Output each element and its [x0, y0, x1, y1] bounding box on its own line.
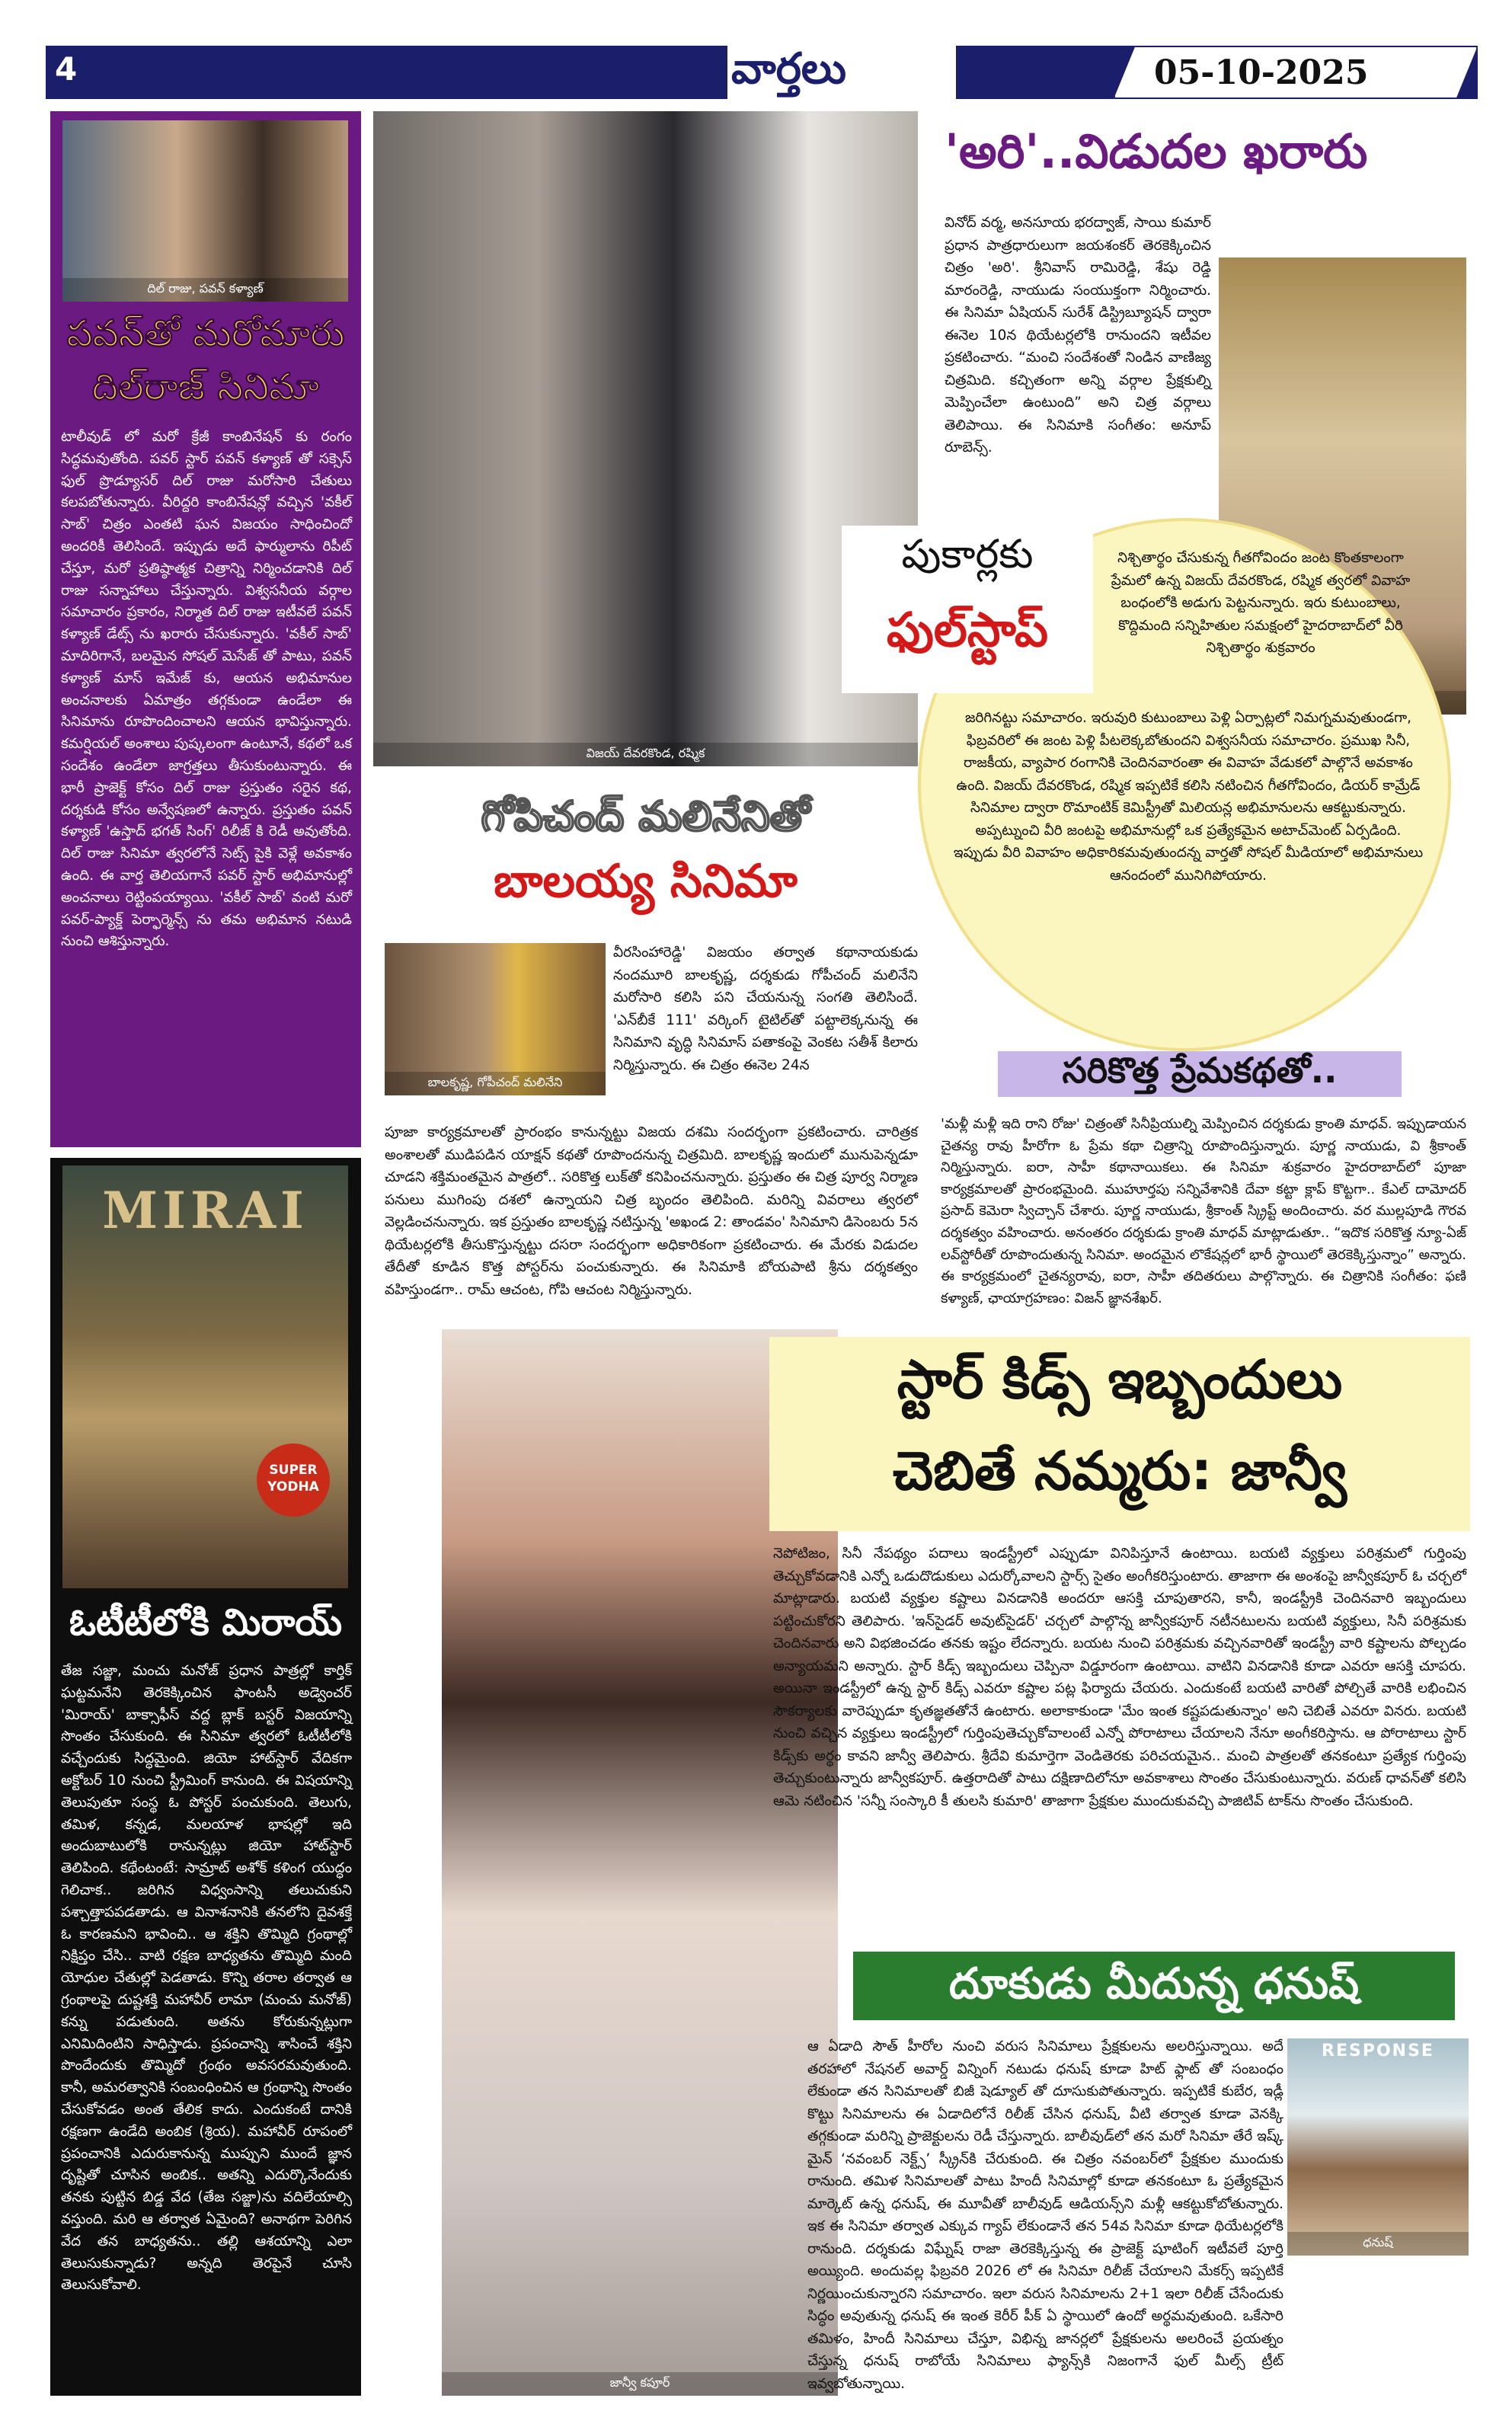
mirai-story-headline: ఓటీటీలోకి మిరాయ్ [69, 1601, 343, 1644]
couple-story-body-bottom: జరిగినట్టు సమాచారం. ఇరువురి కుటుంబాలు పెళ్లి ఏర్పాట్లలో నిమగ్నమవుతుండగా, ఫిబ్రవరిలో ఈ జంట పెళ్లి పీటలెక్కబోతుందని విశ్వసనీయ సమాచారం. ప్రముఖ సినీ, రాజకీయ, వ్యాపార రంగానికి చెందినవారంతా ఈ వివాహ వేడుకలో పాల్గొనే అవకాశం ఉంది. విజయ్ దేవరకొండ, రష్మిక ఇప్పటికే కలిసి నటించిన గీతగోవిందం, డియర్ కామ్రేడ్ సినిమాల ద్వారా రొమాంటిక్ కెమిస్ట్రీతో మిలియన్ల అభిమానులను ఆకట్టుకున్నారు. అప్పట్నుంచి వీరి జంటపై అభిమానుల్లో ఒక ప్రత్యేకమైన అటాచ్‌మెంట్ ఏర్పడింది. ఇప్పుడు వీరి వివాహం అధికారికమవుతుందన్న వార్తతో సోషల్ మీడియాలో అభిమానులు ఆనందంలో మునిగిపోయారు. [953, 710, 1424, 884]
dhanush-photo-tag: RESPONSE [1322, 2042, 1434, 2061]
balayya-story-headline-2: బాలయ్య సినిమా [494, 855, 798, 908]
mirai-poster-badge: SUPER YODHA [257, 1444, 330, 1517]
janhvi-photo-caption: జాన్వీ కపూర్ [442, 2372, 838, 2396]
couple-story-headline-1: పుకార్లకు [901, 532, 1034, 577]
dhanush-story-photo [1287, 2038, 1469, 2256]
pawan-story-headline-2: దిల్‌రాజ్ సినిమా [91, 366, 320, 408]
pawan-story-photo [62, 120, 348, 302]
couple-photo [373, 111, 918, 766]
love-story-body: 'మళ్లీ మళ్లీ ఇది రాని రోజు' చిత్రంతో సినీప్రియుల్ని మెప్పించిన దర్శకుడు క్రాంతి మాధవ్. ఇప్పుడాయన చైతన్య రావు హీరోగా ఓ ప్రేమ కథా చిత్రాన్ని రూపొందిస్తున్నారు. పూర్ణ నాయుడు, వి శ్రీకాంత్ నిర్మిస్తున్నారు. ఐరా, సాహీ కథానాయికలు. ఈ సినిమా శుక్రవారం హైదరాబాద్‌లో పూజా కార్యక్రమాలతో ప్రారంభమైంది. ముహూర్తపు సన్నివేశానికి దేవా కట్టా క్లాప్ కొట్టగా.. కేఎల్ దామోదర్ ప్రసాద్ కెమెరా స్విచ్చాన్ చేశారు. పూర్ణ నాయుడు, శ్రీకాంత్ స్క్రిప్ట్ అందించారు. వర ముల్లపూడి గౌరవ దర్శకత్వం వహించారు. అనంతరం దర్శకుడు క్రాంతి మాధవ్ మాట్లాడుతూ.. “ఇదొక సరికొత్త న్యూ-ఏజ్ లవ్‌స్టోరీతో రూపొందుతున్న సినిమా. అందమైన లొకేషన్లలో భారీ స్థాయిలో తెరకెక్కిస్తున్నాం” అన్నారు. ఈ కార్యక్రమంలో చైతన్యరావు, ఐరా, సాహీ తదితరులు పాల్గొన్నారు. ఈ చిత్రానికి సంగీతం: ఫణి కళ్యాణ్, ఛాయాగ్రహణం: విజన్ జ్ఞానశేఖర్. [941, 1116, 1466, 1306]
couple-story-body-top: నిశ్చితార్థం చేసుకున్న గీతగోవిందం జంట కొంతకాలంగా ప్రేమలో ఉన్న విజయ్ దేవరకొండ, రష్మిక త్వరలో వివాహ బంధంలోకి అడుగు పెట్టనున్నారు. ఇరు కుటుంబాలు, కొద్దిమంది సన్నిహితుల సమక్షంలో హైదరాబాద్‌లో వీరి నిశ్చితార్థం శుక్రవారం [1111, 550, 1411, 656]
pawan-story-body: టాలీవుడ్ లో మరో క్రేజీ కాంబినేషన్ కు రంగం సిద్ధమవుతోంది. పవర్ స్టార్ పవన్ కళ్యాణ్ తో సక్సెస్ ఫుల్ ప్రొడ్యూసర్ దిల్ రాజు మరోసారి చేతులు కలపబోతున్నారు. వీరిద్దరి కాంబినేషన్లో వచ్చిన 'వకీల్ సాబ్' చిత్రం ఎంతటి ఘన విజయం సాధించిందో అందరికీ తెలిసిందే. ఇప్పుడు అదే ఫార్ములాను రిపీట్ చేస్తూ, మరో ప్రతిష్ఠాత్మక చిత్రాన్ని నిర్మించడానికి దిల్ రాజు సన్నాహాలు చేస్తున్నారు. విశ్వసనీయ వర్గాల సమాచారం ప్రకారం, నిర్మాత దిల్ రాజు ఇటీవలే పవన్ కళ్యాణ్ డేట్స్ ను ఖరారు చేసుకున్నారు. 'వకీల్ సాబ్' మాదిరిగానే, బలమైన సోషల్ మెసేజ్ తో పాటు, పవన్ కళ్యాణ్ మాస్ ఇమేజ్ కు, ఆయన అభిమానుల అంచనాలకు ఏమాత్రం తగ్గకుండా ఉండేలా ఈ సినిమాను రూపొందించాలని ఆయన భావిస్తున్నారు. కమర్షియల్ అంశాలు పుష్కలంగా ఉంటూనే, కథలో ఒక సందేశం ఉండేలా జాగ్రత్తలు తీసుకుంటున్నారు. ఈ భారీ ప్రాజెక్ట్ కోసం దిల్ రాజు ప్రస్తుతం సరైన కథ, దర్శకుడి కోసం అన్వేషణలో ఉన్నారు. ప్రస్తుతం పవన్ కళ్యాణ్ 'ఉస్తాద్ భగత్ సింగ్' రిలీజ్ కి రెడీ అవుతోంది. దిల్ రాజు సినిమా త్వరలోనే సెట్స్ పైకి వెళ్లే అవకాశం ఉంది. ఈ వార్త తెలియగానే పవర్ స్టార్ అభిమానుల్లో అంచనాలు రెట్టింపయ్యాయి. 'వకీల్ సాబ్' వంటి మరో పవర్-ప్యాక్డ్ పెర్ఫార్మెన్స్ ను తమ అభిమాన నటుడి నుంచి ఆశిస్తున్నారు. [61, 429, 352, 950]
balayya-story-body-side: వీరసింహారెడ్డి' విజయం తర్వాత కథానాయకుడు నందమూరి బాలకృష్ణ, దర్శకుడు గోపీచంద్ మలినేని మరోసారి కలిసి పని చేయనున్న సంగతి తెలిసిందే. 'ఎన్‌బీకే 111' వర్కింగ్ టైటిల్‌తో పట్టాలెక్కనున్న ఈ సినిమాని వృద్ధి సినిమాస్ పతాకంపై వెంకట సతీశ్ కిలారు నిర్మిస్తున్నారు. ఈ చిత్రం ఈనెల 24న [613, 945, 918, 1073]
dhanush-story-body: ఆ ఏడాది సౌత్ హీరోల నుంచి వరుస సినిమాలు ప్రేక్షకులను అలరిస్తున్నాయి. అదే తరహాలో నేషనల్ అవార్డ్ విన్నింగ్ నటుడు ధనుష్ కూడా హిట్ ఫ్లాట్ తో సంబంధం లేకుండా తన సినిమాలతో బిజీ షెడ్యూల్ తో దూసుకుపోతున్నారు. ఇప్పటికే కుబేర, ఇడ్లీ కొట్టు సినిమాలను ఈ ఏడాదిలోనే రిలీజ్ చేసిన ధనుష్, వీటి తర్వాత కూడా వెనక్కి తగ్గకుండా మరిన్ని ప్రాజెక్టులను రెడీ చేస్తున్నారు. బాలీవుడ్‌లో తన మరో సినిమా తేరే ఇష్క్ మైన్ ‘నవంబర్ నెక్ట్స్’ స్క్రీన్‌కి చేరుకుంది. ఈ చిత్రం నవంబర్‌లో ప్రేక్షకుల ముందుకు రానుంది. తమిళ సినిమాలతో పాటు హిందీ సినిమాల్లో కూడా తనకంటూ ఓ ప్రత్యేకమైన మార్కెట్ ఉన్న ధనుష్, ఈ మూవీతో బాలీవుడ్ ఆడియన్స్‌ని మళ్లీ ఆకట్టుకోబోతున్నారు. ఇక ఈ సినిమా తర్వాత ఎక్కువ గ్యాప్ లేకుండానే తన 54వ సినిమా కూడా థియేటర్లలోకి రానుంది. దర్శకుడు విఘ్నేష్ రాజా తెరకెక్కిస్తున్న ఈ ప్రాజెక్ట్ షూటింగ్ ఇటీవలే పూర్తి అయ్యింది. అందువల్ల ఫిబ్రవరి 2026 లో ఈ సినిమా రిలీజ్ చేయాలని మేకర్స్ ఇప్పటికే నిర్ణయించుకున్నారని సమాచారం. ఇలా వరుస సినిమాలను 2+1 ఇలా రిలీజ్ చేసేందుకు సిద్ధం అవుతున్న ధనుష్ ఈ ఇంత కెరీర్ పీక్ ఏ స్థాయిలో ఉందో అర్థమవుతుంది. ఒకేసారి తమిళం, హిందీ సినిమాలు చేస్తూ, విభిన్న జానర్లలో ప్రేక్షకులను అలరించే ప్రయత్నం చేస్తున్న ధనుష్ రాబోయే సినిమాలు ఫ్యాన్స్‌కి నిజంగానే ఫుల్ మీల్స్ ట్రీట్ ఇవ్వబోతున్నాయి. [807, 2038, 1283, 2392]
masthead-date: 05-10-2025 [1154, 53, 1369, 92]
balayya-story-photo-caption: బాలకృష్ణ, గోపీచంద్ మలినేని [385, 1072, 606, 1095]
dhanush-story-headline: దూకుడు మీదున్న ధనుష్ [948, 1959, 1359, 2009]
balayya-story-headline-1: గోపిచంద్ మలినేనితో [481, 792, 810, 840]
mirai-story-body: తేజ సజ్జా, మంచు మనోజ్ ప్రధాన పాత్రల్లో కార్తిక్ ఘట్టమనేని తెరకెక్కించిన ఫాంటసీ అడ్వెంచర్ 'మిరాయ్' బాక్సాఫీస్ వద్ద బ్లాక్ బస్టర్ విజయాన్ని సొంతం చేసుకుంది. ఈ సినిమా త్వరలో ఓటీటీలోకి వచ్చేందుకు సిద్ధమైంది. జియో హాట్‌స్టార్ వేదికగా అక్టోబర్ 10 నుంచి స్ట్రీమింగ్ కానుంది. ఈ విషయాన్ని తెలుపుతూ సంస్థ ఓ పోస్టర్ పంచుకుంది. తెలుగు, తమిళ, కన్నడ, మలయాళ భాషల్లో ఇది అందుబాటులోకి రానున్నట్లు జియో హాట్‌స్టార్ తెలిపింది. కథేంటంటే: సామ్రాట్ అశోక్ కళింగ యుద్ధం గెలిచాక.. జరిగిన విధ్వంసాన్ని తలుచుకుని పశ్చాత్తాపపడతాడు. ఆ వినాశనానికి తనలోని దైవశక్తే ఓ కారణమని భావించి.. ఆ శక్తిని తొమ్మిది గ్రంథాల్లో నిక్షిప్తం చేసి.. వాటి రక్షణ బాధ్యతను తొమ్మిది మంది యోధుల చేతుల్లో పెడతాడు. కొన్ని తరాల తర్వాత ఆ గ్రంథాలపై దుష్టశక్తి మహావీర్ లామా (మంచు మనోజ్) కన్ను పడుతుంది. అతను కోరుకున్నట్లుగా ఎనిమిదింటిని సాధిస్తాడు. ప్రపంచాన్ని శాసించే శక్తిని పొందేందుకు తొమ్మిదో గ్రంథం అవసరమవుతుంది. కానీ, అమరత్వానికి సంబంధించిన ఆ గ్రంథాన్ని సొంతం చేసుకోవడం అంత తేలిక కాదు. ఎందుకంటే దానికి రక్షణగా ఉండేది అంబిక (శ్రియ). మహావీర్ రూపంలో ప్రపంచానికి ఎదురుకానున్న ముప్పుని ముందే జ్ఞాన దృష్టితో చూసిన అంబిక.. అతన్ని ఎదుర్కొనేందుకు తనకు పుట్టిన బిడ్డ వేద (తేజ సజ్జా)ను వదిలేయాల్సి వస్తుంది. మరి ఆ తర్వాత ఏమైంది? అనాథగా పెరిగిన వేద తన బాధ్యతను.. తల్లి ఆశయాన్ని ఎలా తెలుసుకున్నాడు? అన్నది తెరపైనే చూసి తెలుసుకోవాలి. [61, 1663, 352, 2294]
love-story-headline: సరికొత్త ప్రేమకథతో.. [1062, 1050, 1338, 1091]
janhvi-story-headline-2: చెబితే నమ్మరు: జాన్వీ [893, 1440, 1347, 1502]
janhvi-story-headline-1: స్టార్ కిడ్స్ ఇబ్బందులు [897, 1348, 1343, 1411]
masthead-logo: వార్తలు [731, 44, 846, 94]
couple-story-headline-2: ఫుల్‌స్టాప్ [887, 602, 1048, 657]
dhanush-photo-caption: ధనుష్ [1287, 2232, 1469, 2256]
mirai-poster-title: MIRAI [102, 1181, 308, 1240]
balayya-story-photo [385, 943, 606, 1095]
janhvi-story-body: నెపోటిజం, సినీ నేపథ్యం పదాలు ఇండస్ట్రీలో ఎప్పుడూ వినిపిస్తూనే ఉంటాయి. బయటి వ్యక్తులు పరిశ్రమలో గుర్తింపు తెచ్చుకోవడానికి ఎన్నో ఒడుదొడుకులు ఎదుర్కోవాలని స్టార్స్ సైతం అంగీకరిస్తుంటారు. తాజాగా ఈ అంశంపై జాన్వీకపూర్ ఓ చర్చలో మాట్లాడారు. బయటి వ్యక్తుల కష్టాలు వినడానికి అందరూ ఆసక్తి చూపుతారని, కానీ, ఇండస్ట్రీకి చెందినవారి ఇబ్బందులు పట్టించుకోరని తెలిపారు. 'ఇన్‌సైడర్ అవుట్‌సైడర్' చర్చలో పాల్గొన్న జాన్వీకపూర్ నటీనటులను బయటి వ్యక్తులు, సినీ పరిశ్రమకు చెందినవారు అని విభజించడం తనకు ఇష్టం లేదన్నారు. బయట నుంచి పరిశ్రమకు వచ్చినవారితో ఇండస్ట్రీ వారి కష్టాలను పోల్చడం అన్యాయమని అన్నారు. స్టార్ కిడ్స్ ఇబ్బందులు చెప్పినా విడ్డూరంగా ఉంటాయి. వాటిని వినడానికి కూడా ఎవరూ ఆసక్తి చూపరు. అయినా ఇండస్ట్రీలో ఉన్న స్టార్ కిడ్స్ ఎవరూ కష్టాల పట్ల ఫిర్యాదు చేయరు. ఎందుకంటే బయటి వారితో పోల్చితే వారికి లభించిన సౌకర్యాలకు వారెప్పుడూ కృతజ్ఞతతోనే ఉంటారు. అలాకాకుండా 'మేం ఇంత కష్టపడుతున్నాం' అని చెబితే ఎవరూ వినరు. బయటి నుంచి వచ్చిన వ్యక్తులు ఇండస్ట్రీలో గుర్తింపుతెచ్చుకోవాలంటే ఎన్నో పోరాటాలు చేయాలని నేనూ అంగీకరిస్తాను. ఆ పోరాటాలు స్టార్ కిడ్స్‌కు అర్థం కావని జాన్వీ తెలిపారు. శ్రీదేవి కుమార్తెగా వెండితెరకు పరిచయమైన.. మంచి పాత్రలతో తనకంటూ ప్రత్యేక గుర్తింపు తెచ్చుకుంటున్నారు జాన్వీకపూర్. ఉత్తరాదితో పాటు దక్షిణాదిలోనూ అవకాశాలు సొంతం చేసుకుంటున్నారు. వరుణ్ ధావన్‌తో కలిసి ఆమె నటించిన 'సన్నీ సంస్కారి కీ తులసి కుమారి' తాజాగా ప్రేక్షకుల ముందుకువచ్చి పాజిటివ్ టాక్‌ను సొంతం చేసుకుంది. [773, 1546, 1466, 1809]
pawan-story-photo-caption: దిల్ రాజు, పవన్ కళ్యాణ్ [62, 278, 348, 302]
ari-story-body: వినోద్ వర్మ, అనసూయ భరద్వాజ్, సాయి కుమార్ ప్రధాన పాత్రధారులుగా జయశంకర్ తెరకెక్కించిన చిత్రం 'అరి'. శ్రీనివాస్ రామిరెడ్డి, శేషు రెడ్డి మారంరెడ్డి, నాయుడు సంయుక్తంగా నిర్మించారు. ఈ సినిమా ఏషియన్ సురేశ్ డిస్ట్రిబ్యూషన్ ద్వారా ఈనెల 10న థియేటర్లలోకి రానుందని ఇటీవల ప్రకటించారు. “మంచి సందేశంతో నిండిన వాణిజ్య చిత్రమిది. కచ్చితంగా అన్ని వర్గాల ప్రేక్షకుల్ని మెప్పించేలా ఉంటుంది” అని చిత్ర వర్గాలు తెలిపాయి. ఈ సినిమాకి సంగీతం: అనూప్ రూబెన్స్. [945, 215, 1211, 456]
mirai-poster [62, 1165, 348, 1588]
pawan-story-headline-1: పవన్‌తో మరోమారు [66, 312, 345, 355]
balayya-story-body-bottom: పూజా కార్యక్రమాలతో ప్రారంభం కానున్నట్టు విజయ దశమి సందర్భంగా ప్రకటించారు. చారిత్రక అంశాలతో ముడిపడిన యాక్షన్ కథతో రూపొందనున్న చిత్రమిది. బాలకృష్ణ ఇందులో మునుపెన్నడూ చూడని శక్తిమంతమైన పాత్రలో.. సరికొత్త లుక్‌తో కనిపించనున్నారు. ప్రస్తుతం ఈ చిత్ర పూర్వ నిర్మాణ పనులు ముగింపు దశలో ఉన్నాయని చిత్ర బృందం తెలిపింది. మరిన్ని వివరాలు త్వరలో వెల్లడించనున్నారు. ఇక ప్రస్తుతం బాలకృష్ణ నటిస్తున్న 'అఖండ 2: తాండవం' సినిమాని డిసెంబరు 5న థియేటర్లలోకి తీసుకొస్తున్నట్టు దసరా సందర్భంగా అధికారికంగా ప్రకటించారు. ఈ మేరకు విడుదల తేదీతో కూడిన కొత్త పోస్టర్‌ను పంచుకున్నారు. ఈ సినిమాకి బోయపాటి శ్రీను దర్శకత్వం వహిస్తుండగా.. రామ్ ఆచంట, గోపి ఆచంట నిర్మిస్తున్నారు. [385, 1124, 918, 1298]
page-number: 4 [55, 50, 78, 88]
ari-story-headline: 'అరి'..విడుదల ఖరారు [945, 123, 1368, 179]
couple-photo-caption: విజయ్ దేవరకొండ, రష్మిక [373, 743, 918, 766]
